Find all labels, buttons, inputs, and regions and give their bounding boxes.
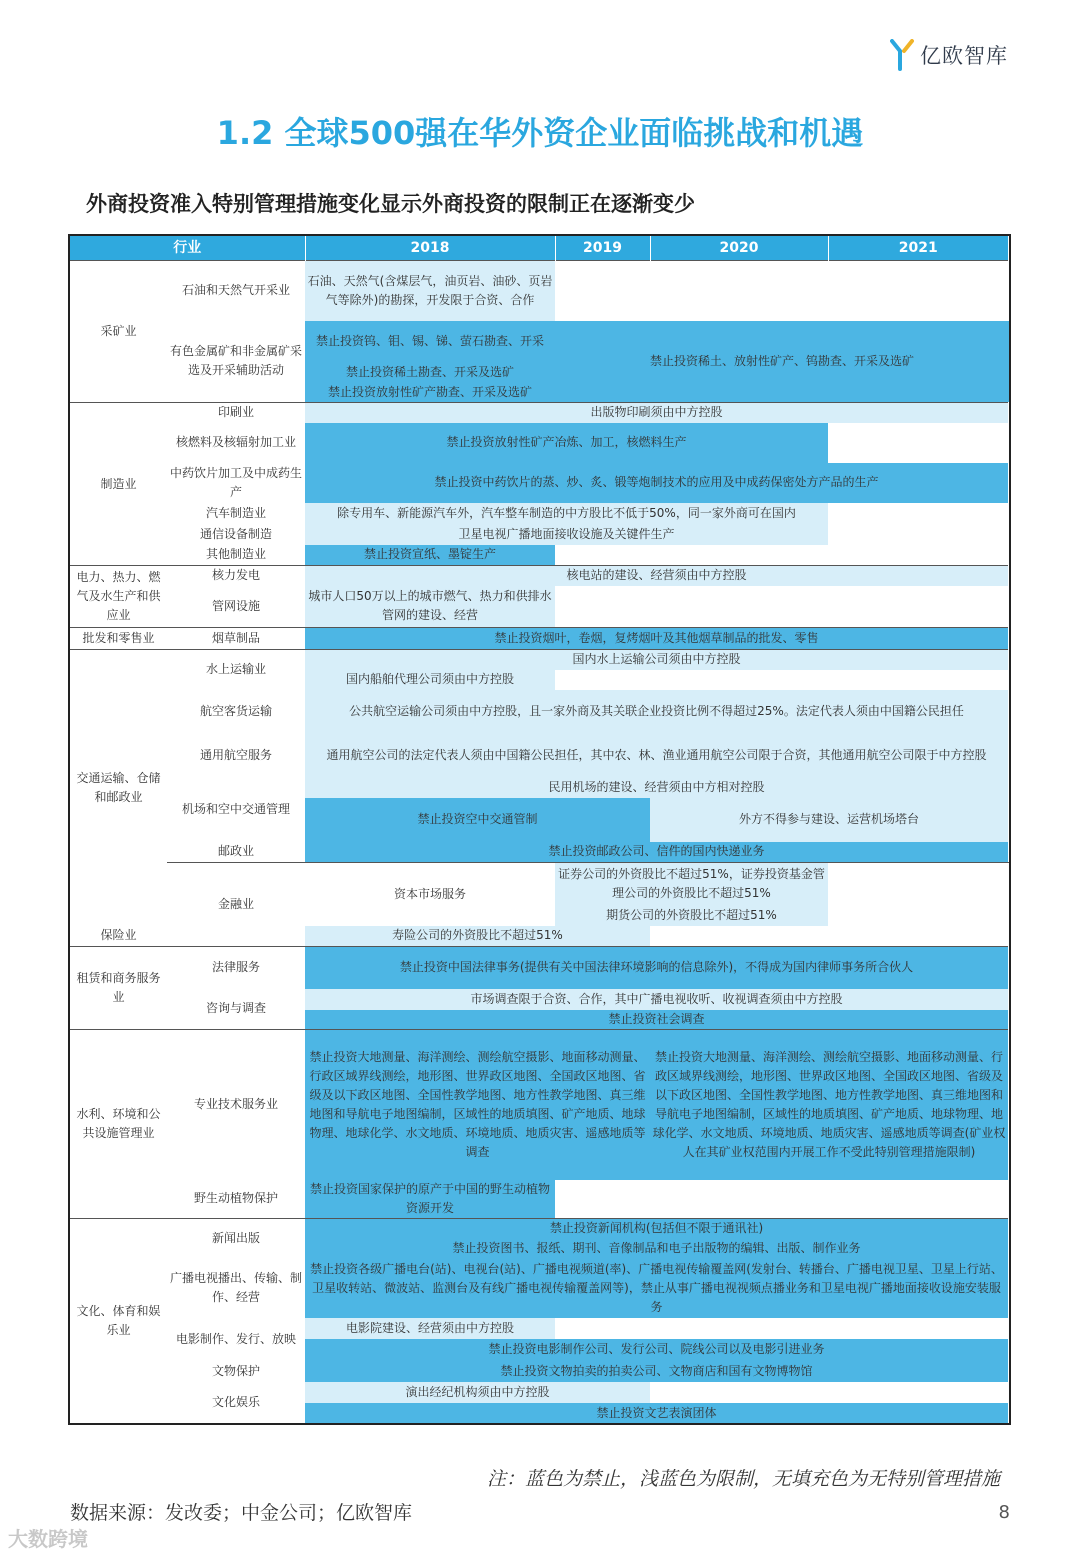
industry-air-passenger: 航空客货运输 xyxy=(199,704,272,718)
sector-finance: 金融业 xyxy=(167,863,305,947)
no-measure-cell xyxy=(555,1180,1008,1219)
industry-general-aviation: 通用航空服务 xyxy=(199,748,272,762)
table-row xyxy=(69,1258,1010,1318)
table-row xyxy=(69,1180,1010,1219)
table-row xyxy=(69,690,1010,734)
measure-water-transport-2: 国内船舶代理公司须由中方控股 xyxy=(305,670,555,690)
sector-water: 水利、环境和公共设施管理业 xyxy=(69,1030,167,1219)
table-row xyxy=(69,842,1010,863)
measure-broadcast: 禁止投资各级广播电台(站)、电视台(站)、广播电视频道(率)、广播电视传输覆盖网(发射台、转播台、广播电视卫星、卫星上行站、卫星收转站、微波站、监测台及有线广播电视传输覆盖网等)，禁止从事广播电视视频点播业务和卫星电视广播地面接收设施安装服务 xyxy=(305,1258,1008,1318)
measure-telecom: 卫星电视广播地面接收设施及关键件生产 xyxy=(305,524,828,545)
table-row xyxy=(69,403,1010,423)
table-header-row xyxy=(69,235,1010,261)
industry-telecom: 通信设备制造 xyxy=(199,526,272,541)
measure-radioactive: 禁止投资放射性矿产勘查、开采及选矿 xyxy=(305,383,555,403)
sector-leasing: 租赁和商务服务业 xyxy=(69,947,167,1030)
table-row xyxy=(69,1382,1010,1403)
legend-note: 注：蓝色为禁止，浅蓝色为限制，无填充色为无特别管理措施 xyxy=(486,1468,1000,1490)
industry-nuclear-power: 核力发电 xyxy=(167,566,305,586)
measure-relics: 禁止投资文物拍卖的拍卖公司、文物商店和国有文物博物馆 xyxy=(305,1360,1008,1382)
measure-publishing: 禁止投资图书、报纸、期刊、音像制品和电子出版物的编辑、出版、制作业务 xyxy=(305,1238,1008,1258)
industry-water-transport: 水上运输业 xyxy=(167,650,305,690)
measure-pipeline: 城市人口50万以上的城市燃气、热力和供排水管网的建设、经营 xyxy=(305,586,555,628)
measure-other-mfg: 禁止投资宣纸、墨锭生产 xyxy=(305,545,555,566)
industry-nonferrous: 有色金属矿和非金属矿采选及开采辅助活动 xyxy=(169,344,302,378)
measure-postal: 禁止投资邮政公司、信件的国内快递业务 xyxy=(305,842,1008,863)
industry-capital-market: 资本市场服务 xyxy=(305,863,555,926)
table-row xyxy=(69,650,1010,670)
data-source: 数据来源：发改委；中金公司；亿欧智库 xyxy=(70,1502,413,1524)
industry-tech-service: 专业技术服务业 xyxy=(167,1030,305,1180)
measure-auto: 除专用车、新能源汽车外，汽车整车制造的中方股比不低于50%，同一家外商可在国内 xyxy=(305,503,828,524)
industry-tcm: 中药饮片加工及中成药生产 xyxy=(169,465,302,499)
industry-nuclear-fuel: 核燃料及核辐射加工业 xyxy=(175,435,296,449)
measure-atc: 禁止投资空中交通管制 xyxy=(305,798,650,842)
industry-pipeline: 管网设施 xyxy=(211,598,260,613)
table-row xyxy=(69,261,1010,321)
sector-power: 电力、热力、燃气及水生产和供应业 xyxy=(69,566,167,628)
measure-cinema: 电影院建设、经营须由中方控股 xyxy=(305,1318,555,1339)
measure-tech-2018: 禁止投资大地测量、海洋测绘、测绘航空摄影、地面移动测量、行政区域界线测绘，地形图、世界政区地图、全国政区地图、省级及以下政区地图、全国性教学地图、地方性教学地图、真三维地图和导航电子地图编制，区域性的地质填图、矿产地质、地球物理、地球化学、水文地质、环境地质、地质灾害、遥感地质等调查 xyxy=(305,1030,650,1180)
industry-consulting: 咨询与调查 xyxy=(205,1001,266,1016)
measure-social-survey: 禁止投资社会调查 xyxy=(305,1010,1008,1030)
no-measure-cell xyxy=(555,1318,1008,1339)
measure-tech-2020: 禁止投资大地测量、海洋测绘、测绘航空摄影、地面移动测量、行政区域界线测绘，地形图、世界政区地图、全国政区地图、省级及以下政区地图、全国性教学地图、地方性教学地图、真三维地图和导航电子地图编制，区域性的地质填图、矿产地质、地球物理、地球化学、水文地质、环境地质、地质灾害、遥感地质等调查(矿业权人在其矿业权范围内开展工作不受此特别管理措施限制) xyxy=(650,1030,1008,1180)
brand-name: 亿欧智库 xyxy=(920,44,1008,68)
measure-mining-2019: 禁止投资稀土、放射性矿产、钨勘查、开采及选矿 xyxy=(555,321,1010,403)
no-measure-cell xyxy=(555,670,1008,690)
regulation-table xyxy=(68,234,1011,1425)
industry-printing: 印刷业 xyxy=(167,403,305,423)
no-measure-cell xyxy=(555,545,1008,566)
table-row xyxy=(69,989,1010,1010)
sector-culture: 文化、体育和娱乐业 xyxy=(69,1218,167,1424)
table-row xyxy=(69,545,1010,566)
measure-performance-agency: 演出经纪机构须由中方控股 xyxy=(305,1382,650,1403)
measure-general-aviation: 通用航空公司的法定代表人须由中国籍公民担任，其中农、林、渔业通用航空公司限于合资，其他通用航空公司限于中方控股 xyxy=(305,734,1008,778)
industry-relics: 文物保护 xyxy=(211,1363,260,1378)
measure-film: 禁止投资电影制作公司、发行公司、院线公司以及电影引进业务 xyxy=(305,1339,1008,1360)
page-number: 8 xyxy=(998,1502,1010,1523)
header-2021: 2021 xyxy=(828,235,1008,261)
table-row xyxy=(69,1030,1010,1180)
no-measure-cell xyxy=(555,586,1008,628)
header-industry: 行业 xyxy=(69,235,305,261)
industry-other-mfg: 其他制造业 xyxy=(205,547,266,562)
measure-tower: 外方不得参与建设、运营机场塔台 xyxy=(650,798,1008,842)
industry-broadcast: 广播电视播出、传输、制作、经营 xyxy=(169,1271,302,1304)
industry-tobacco: 烟草制品 xyxy=(167,628,305,650)
measure-futures: 期货公司的外资股比不超过51% xyxy=(555,905,828,926)
table-row xyxy=(69,628,1010,650)
industry-legal: 法律服务 xyxy=(167,947,305,989)
table-row xyxy=(69,423,1010,463)
measure-airport: 民用机场的建设、经营须由中方相对控股 xyxy=(305,778,1008,798)
industry-wildlife: 野生动植物保护 xyxy=(193,1191,278,1205)
no-measure-cell xyxy=(828,524,1008,545)
table-row xyxy=(69,863,1010,905)
no-measure-cell xyxy=(650,926,1008,947)
industry-postal: 邮政业 xyxy=(217,844,254,859)
watermark: 大数跨境 xyxy=(8,1527,88,1551)
no-measure-cell xyxy=(650,1382,1008,1403)
measure-rare-earth: 禁止投资稀土勘查、开采及选矿 xyxy=(305,363,555,383)
measure-air-passenger: 公共航空运输公司须由中方控股，且一家外商及其关联企业投资比例不得超过25%。法定代表人须由中国籍公民担任 xyxy=(305,690,1008,734)
header-2019: 2019 xyxy=(555,235,650,261)
table-row xyxy=(69,947,1010,989)
no-measure-cell xyxy=(555,261,1008,321)
sector-wholesale: 批发和零售业 xyxy=(69,628,167,650)
measure-troupe: 禁止投资文艺表演团体 xyxy=(305,1403,1008,1424)
header-2018: 2018 xyxy=(305,235,555,261)
measure-water-transport-1: 国内水上运输公司须由中方控股 xyxy=(305,650,1008,670)
table-row xyxy=(69,1318,1010,1339)
industry-entertainment: 文化娱乐 xyxy=(211,1395,260,1409)
table-row xyxy=(69,1218,1010,1238)
no-measure-cell xyxy=(828,863,1010,905)
page-title: 1.2 全球500强在华外资企业面临挑战和机遇 xyxy=(216,114,864,152)
industry-film: 电影制作、发行、放映 xyxy=(175,1331,296,1346)
industry-news: 新闻出版 xyxy=(167,1218,305,1258)
measure-oil-gas: 石油、天然气(含煤层气，油页岩、油砂、页岩气等除外)的勘探，开发限于合资、合作 xyxy=(305,261,555,321)
table-row xyxy=(69,778,1010,798)
sector-transport: 交通运输、仓储和邮政业 xyxy=(69,650,167,926)
industry-auto: 汽车制造业 xyxy=(205,505,266,520)
brand-logo-icon xyxy=(890,39,914,71)
industry-airport-atc: 机场和空中交通管理 xyxy=(181,802,290,816)
measure-market-survey: 市场调查限于合资、合作，其中广播电视收听、收视调查须由中方控股 xyxy=(305,989,1008,1010)
sector-mining: 采矿业 xyxy=(69,261,167,403)
table-row xyxy=(69,1360,1010,1382)
measure-securities: 证券公司的外资股比不超过51%，证券投资基金管理公司的外资股比不超过51% xyxy=(555,863,828,905)
measure-tcm: 禁止投资中药饮片的蒸、炒、炙、锻等炮制技术的应用及中成药保密处方产品的生产 xyxy=(305,463,1008,503)
measure-nuclear-power: 核电站的建设、经营须由中方控股 xyxy=(305,566,1008,586)
table-row xyxy=(69,586,1010,628)
industry-insurance: 保险业 xyxy=(100,928,137,943)
no-measure-cell xyxy=(828,905,1010,926)
measure-insurance: 寿险公司的外资股比不超过51% xyxy=(305,926,650,947)
brand-logo xyxy=(890,38,1008,72)
table-row xyxy=(69,524,1010,545)
no-measure-cell xyxy=(828,503,1008,524)
measure-wildlife: 禁止投资国家保护的原产于中国的野生动植物资源开发 xyxy=(305,1180,555,1219)
measure-tungsten: 禁止投资钨、钼、锡、锑、萤石勘查、开采 xyxy=(305,321,555,363)
measure-legal: 禁止投资中国法律事务(提供有关中国法律环境影响的信息除外)，不得成为国内律师事务所合伙人 xyxy=(305,947,1008,989)
table-row xyxy=(69,463,1010,503)
table-row xyxy=(69,566,1010,586)
page-subtitle: 外商投资准入特别管理措施变化显示外商投资的限制正在逐渐变少 xyxy=(86,192,695,216)
measure-news: 禁止投资新闻机构(包括但不限于通讯社) xyxy=(305,1218,1008,1238)
sector-manufacturing: 制造业 xyxy=(69,403,167,566)
no-measure-cell xyxy=(828,423,1008,463)
table-row xyxy=(69,734,1010,778)
measure-nuclear-fuel: 禁止投资放射性矿产冶炼、加工，核燃料生产 xyxy=(305,423,828,463)
table-row xyxy=(69,503,1010,524)
table-row xyxy=(69,321,1010,363)
measure-printing: 出版物印刷须由中方控股 xyxy=(305,403,1008,423)
measure-tobacco: 禁止投资烟叶，卷烟，复烤烟叶及其他烟草制品的批发、零售 xyxy=(305,628,1008,650)
industry-oil-gas: 石油和天然气开采业 xyxy=(167,261,305,321)
header-2020: 2020 xyxy=(650,235,828,261)
